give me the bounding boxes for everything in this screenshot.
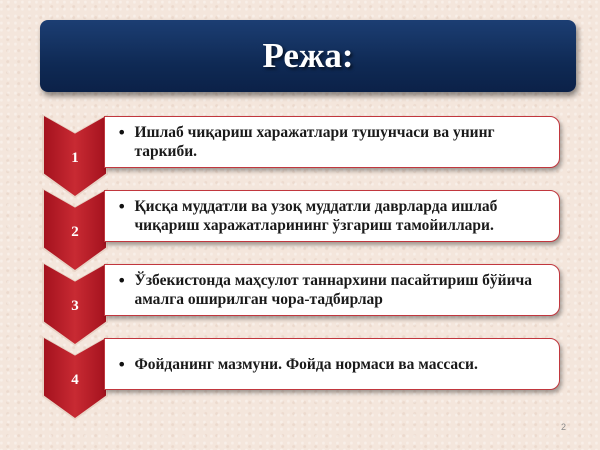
bullet-icon: • <box>117 354 127 374</box>
slide-title: Режа: <box>262 36 354 75</box>
step-number: 1 <box>71 150 79 166</box>
plan-item-card <box>104 116 560 168</box>
plan-item-card <box>104 190 560 242</box>
step-number: 3 <box>71 298 79 314</box>
title-banner <box>40 20 576 92</box>
plan-item-card <box>104 338 560 390</box>
plan-item-card <box>104 264 560 316</box>
bullet-icon: • <box>117 271 127 290</box>
plan-item-text: Ишлаб чиқариш харажатлари тушунчаси ва унинг таркиби. <box>134 124 495 160</box>
bullet-icon: • <box>117 197 127 216</box>
step-number: 2 <box>71 224 79 240</box>
plan-item-text: Қисқа муддатли ва узоқ муддатли даврларда ишлаб чиқариш харажатларининг ўзгариш тамойиллари. <box>134 198 498 234</box>
step-number: 4 <box>71 372 79 388</box>
plan-item-text: Фойданинг мазмуни. Фойда нормаси ва массаси. <box>134 355 478 373</box>
bullet-icon: • <box>117 123 127 142</box>
plan-item-4 <box>0 338 600 428</box>
plan-item-text: Ўзбекистонда маҳсулот таннархини пасайтириш бўйича амалга оширилган чора-тадбирлар <box>134 272 533 308</box>
page-number: 2 <box>560 422 566 432</box>
